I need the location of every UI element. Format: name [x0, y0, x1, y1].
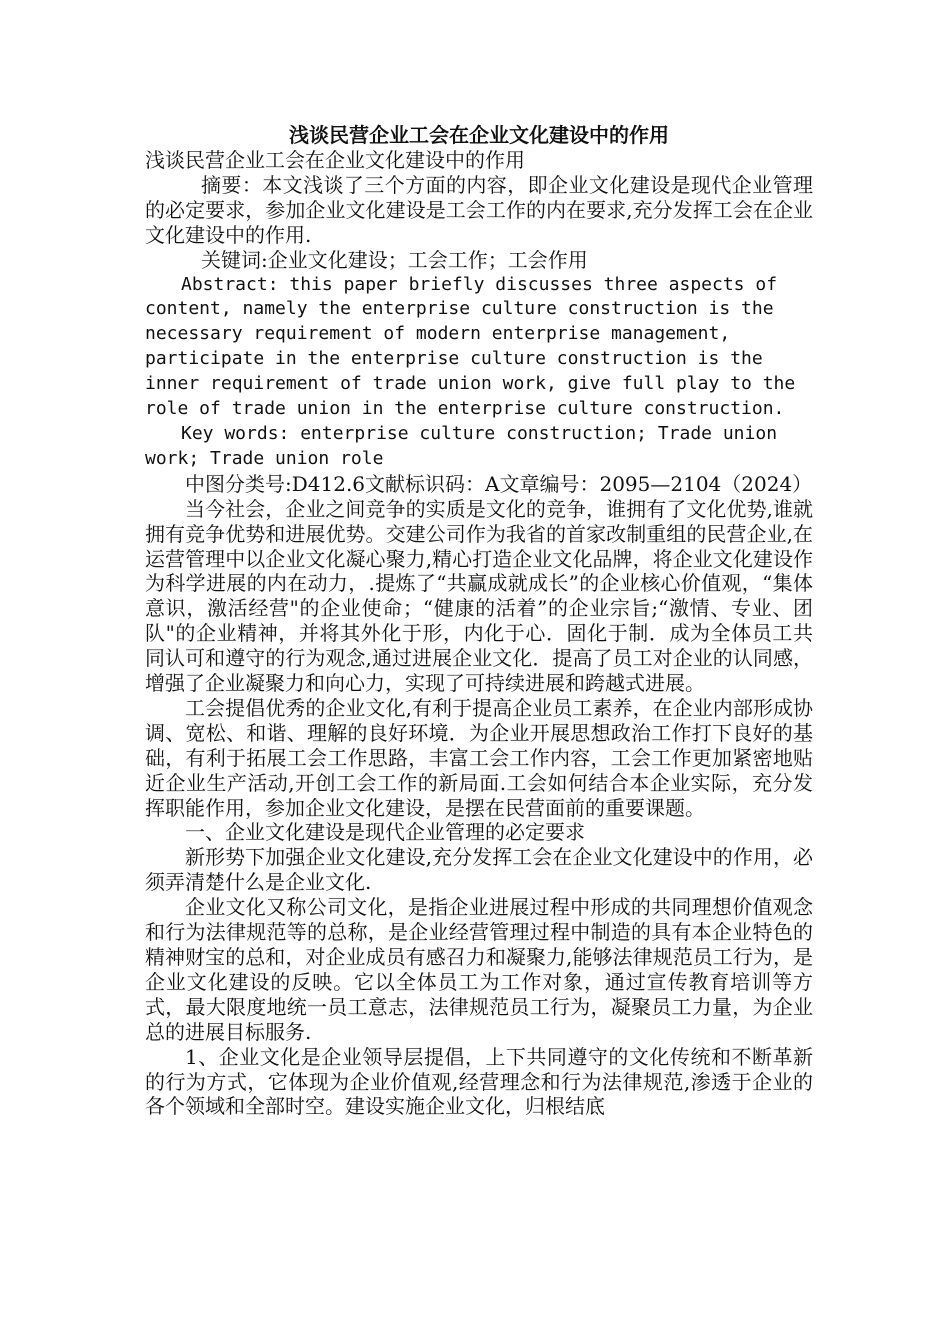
classification-line: 中图分类号:D412.6文献标识码：A文章编号：2095—2104（2024）	[185, 471, 813, 496]
abstract-cn: 摘要：本文浅谈了三个方面的内容，即企业文化建设是现代企业管理的必定要求，参加企业文化建设是工会工作的内在要求,充分发挥工会在企业文化建设中的作用.	[145, 172, 813, 247]
document-subtitle: 浅谈民营企业工会在企业文化建设中的作用	[145, 148, 525, 172]
body-paragraph: 新形势下加强企业文化建设,充分发挥工会在企业文化建设中的作用，必须弄清楚什么是企业文化.	[145, 845, 813, 895]
keywords-en: Key words: enterprise culture construction; Trade union work; Trade union role	[145, 422, 778, 469]
body-paragraph: 企业文化又称公司文化，是指企业进展过程中形成的共同理想价值观念和行为法律规范等的总称，是企业经营管理过程中制造的具有本企业特色的精神财宝的总和，对企业成员有感召力和凝聚力,能够法律规范员工行为，是企业文化建设的反映。它以全体员工为工作对象，通过宣传教育培训等方式，最大限度地统一员工意志，法律规范员工行为，凝聚员工力量，为企业总的进展目标服务.	[145, 895, 813, 1044]
body-paragraph: 1、企业文化是企业领导层提倡，上下共同遵守的文化传统和不断革新的行为方式，它体现为企业价值观,经营理念和行为法律规范,渗透于企业的各个领域和全部时空。建设实施企业文化，归根结底	[145, 1044, 813, 1119]
document-title: 浅谈民营企业工会在企业文化建设中的作用	[289, 123, 669, 147]
section-heading: 一、企业文化建设是现代企业管理的必定要求	[185, 820, 585, 845]
abstract-en: Abstract: this paper briefly discusses three aspects of content, namely the enterprise culture construction is the necessary requirement of modern enterprise management, participate in the enterprise culture construction is the inner requirement of trade union work, give full play to the role of trade union in the enterprise culture construction.	[145, 273, 796, 420]
body-paragraph: 当今社会，企业之间竞争的实质是文化的竞争，谁拥有了文化优势,谁就拥有竞争优势和进展优势。交建公司作为我省的首家改制重组的民营企业,在运营管理中以企业文化凝心聚力,精心打造企业文化品牌，将企业文化建设作为科学进展的内在动力，.提炼了“共赢成就成长”的企业核心价值观，“集体意识，激活经营"的企业使命；“健康的活着”的企业宗旨;“激情、专业、团队"的企业精神，并将其外化于形，内化于心．固化于制．成为全体员工共同认可和遵守的行为观念,通过进展企业文化．提高了员工对企业的认同感，增强了企业凝聚力和向心力，实现了可持续进展和跨越式进展。	[145, 496, 813, 696]
document-body	[145, 122, 813, 1119]
body-paragraph: 工会提倡优秀的企业文化,有利于提高企业员工素养，在企业内部形成协调、宽松、和谐、理解的良好环境．为企业开展思想政治工作打下良好的基础，有利于拓展工会工作思路，丰富工会工作内容，工会工作更加紧密地贴近企业生产活动,开创工会工作的新局面.工会如何结合本企业实际，充分发挥职能作用，参加企业文化建设，是摆在民营面前的重要课题。	[145, 695, 813, 820]
keywords-cn: 关键词:企业文化建设；工会工作；工会作用	[201, 247, 588, 272]
